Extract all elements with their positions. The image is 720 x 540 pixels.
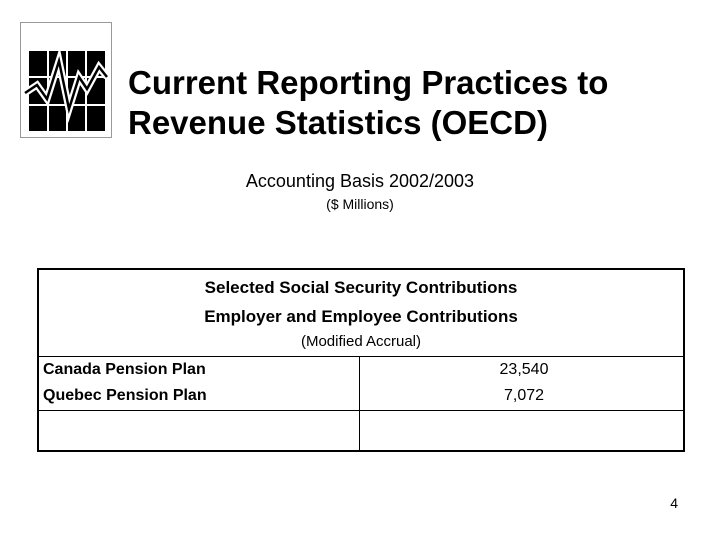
slide-subtitle <box>0 170 720 214</box>
table-heading-line2: Employer and Employee Contributions <box>204 307 518 326</box>
plan-value: 7,072 <box>503 387 545 404</box>
plan-name: Canada Pension Plan <box>43 361 206 378</box>
table-divider <box>39 410 683 411</box>
table-heading-line1: Selected Social Security Contributions <box>204 278 518 297</box>
page-number: 4 <box>670 495 678 511</box>
table-row <box>39 384 683 410</box>
table-divider <box>39 356 683 357</box>
slide-title <box>128 63 608 143</box>
statistics-chart-logo-icon <box>20 22 112 138</box>
contributions-table <box>37 268 685 452</box>
table-basis-label: (Modified Accrual) <box>300 333 422 350</box>
plan-value: 23,540 <box>499 361 549 378</box>
accounting-basis-label: Accounting Basis 2002/2003 <box>245 171 475 191</box>
table-header <box>39 270 683 352</box>
slide-title-line1: Current Reporting Practices to <box>128 64 609 101</box>
units-label: ($ Millions) <box>326 196 394 212</box>
table-row <box>39 358 683 384</box>
plan-name: Quebec Pension Plan <box>43 387 207 404</box>
slide-title-line2: Revenue Statistics (OECD) <box>128 104 548 141</box>
